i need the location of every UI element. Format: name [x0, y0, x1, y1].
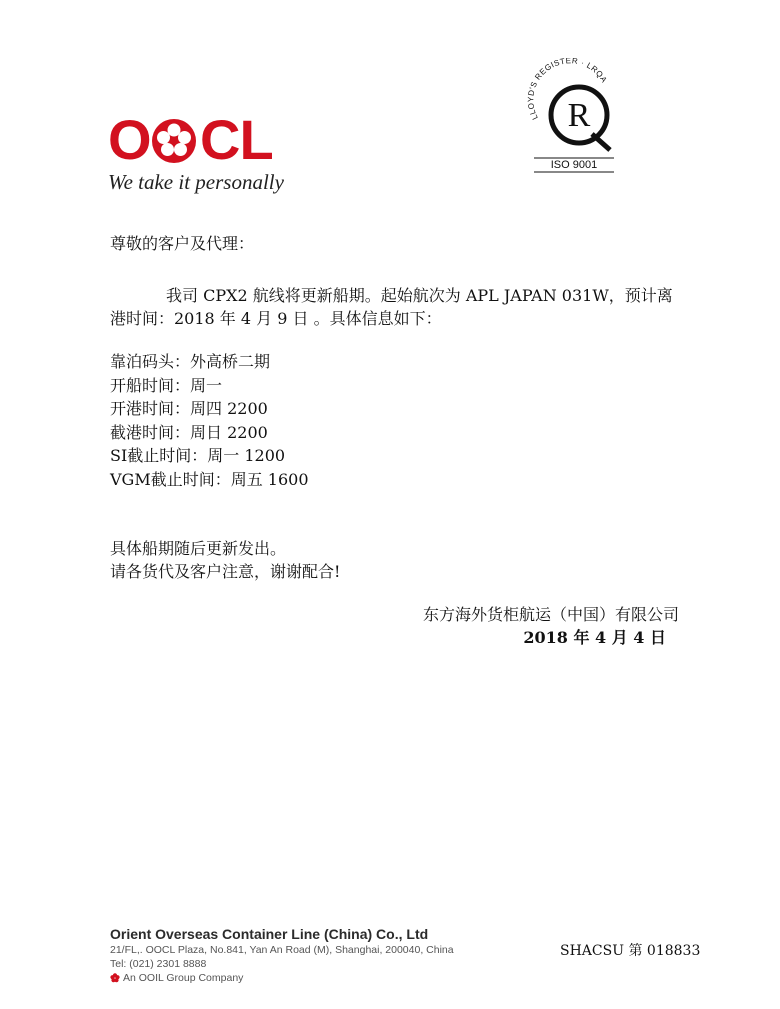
logo-letter-o: O [108, 108, 151, 171]
detail-berth: 靠泊码头：外高桥二期 [110, 352, 271, 371]
svg-text:R: R [567, 97, 591, 134]
plum-blossom-icon [150, 118, 198, 164]
detail-sailing-time: 开船时间：周一 [110, 375, 223, 395]
footer-telephone: Tel: (021) 2301 8888 [110, 958, 207, 970]
detail-port-cutoff-time: 截港时间：周日 2200 [110, 422, 268, 442]
signature-company: 东方海外货柜航运（中国）有限公司 [422, 605, 679, 624]
closing-line-2: 请各货代及客户注意，谢谢配合! [110, 562, 341, 581]
document-reference-number: SHACSU 第 018833 [560, 943, 701, 959]
detail-port-open-time: 开港时间：周四 2200 [110, 399, 268, 418]
footer-group: An OOIL Group Company [123, 972, 244, 984]
intro-line-1: 我司 CPX2 航线将更新船期。起始航次为 APL JAPAN 031W，预计离 [166, 286, 673, 305]
closing-line-1: 具体船期随后更新发出。 [110, 539, 287, 558]
lrqa-certification-seal [526, 58, 622, 178]
oocl-logo [108, 108, 338, 202]
iso-standard-label: ISO 9001 [550, 159, 598, 171]
seal-ring-text: LLOYD'S REGISTER · LRQA [526, 58, 609, 122]
signature-date: 2018 年 4 月 4 日 [523, 628, 666, 647]
footer-company-name: Orient Overseas Container Line (China) Co., Ltd [110, 926, 429, 942]
detail-vgm-cutoff-time: VGM截止时间：周五 1600 [110, 469, 309, 489]
footer-group-line [110, 971, 530, 985]
logo-tagline: We take it personally [108, 170, 284, 194]
group-flower-icon [110, 973, 120, 983]
schedule-details [110, 350, 309, 491]
logo-letters-cl: CL [200, 108, 273, 171]
footer-address: 21/FL,. OOCL Plaza, No.841, Yan An Road (M), Shanghai, 200040, China [110, 944, 454, 956]
detail-si-cutoff-time: SI截止时间：周一 1200 [110, 446, 286, 465]
intro-line-2: 港时间：2018 年 4 月 9 日 。具体信息如下： [110, 309, 442, 328]
greeting: 尊敬的客户及代理： [110, 234, 255, 253]
footer [110, 926, 530, 985]
